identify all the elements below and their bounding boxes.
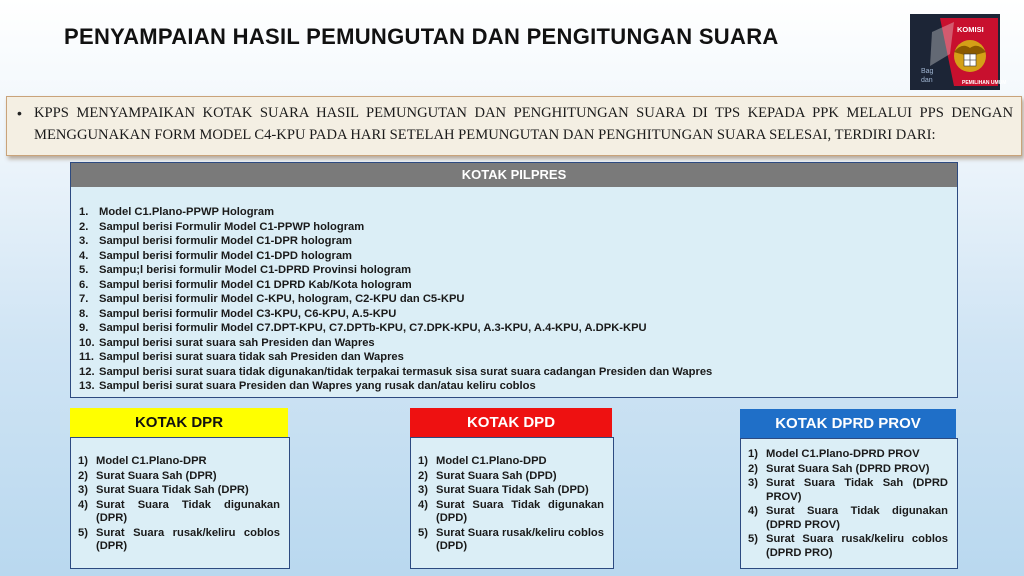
- item-text: Sampul berisi formulir Model C1-DPR hologram: [99, 235, 352, 247]
- item-number: 2): [418, 469, 428, 482]
- item-text: Surat Suara Sah (DPR): [96, 469, 217, 482]
- page-title: PENYAMPAIAN HASIL PEMUNGUTAN DAN PENGITUNGAN SUARA: [64, 24, 779, 49]
- instruction-banner: [6, 96, 1022, 156]
- item-number: 4): [78, 498, 88, 511]
- item-number: 5): [418, 526, 428, 539]
- kotak-pilpres-header: KOTAK PILPRES: [71, 163, 957, 187]
- dprd-prov-list-item: [748, 463, 948, 477]
- dprd-prov-list-item: [748, 477, 948, 504]
- dprd-prov-list-item: [748, 448, 948, 462]
- bullet-icon: •: [17, 105, 22, 121]
- kotak-dpr-header: KOTAK DPR: [70, 408, 288, 437]
- item-text: Sampul berisi surat suara Presiden dan Wapres yang rusak dan/atau keliru coblos: [99, 380, 536, 392]
- kotak-dpr-panel: [70, 437, 290, 569]
- pilpres-list-item: [79, 220, 712, 235]
- item-text: Surat Suara Tidak Sah (DPD): [436, 484, 589, 496]
- item-text: Sampul berisi surat suara sah Presiden dan Wapres: [99, 336, 375, 349]
- item-number: 1): [78, 455, 88, 467]
- item-number: 13.: [79, 380, 95, 392]
- pilpres-list-item: [79, 307, 712, 322]
- item-text: Model C1.Plano-DPRD PROV: [766, 448, 920, 460]
- item-text: Sampul berisi formulir Model C-KPU, hologram, C2-KPU dan C5-KPU: [99, 293, 465, 305]
- item-number: 11.: [79, 351, 94, 363]
- item-text: Surat Suara Tidak digunakan (DPR): [96, 498, 280, 524]
- pilpres-list-item: [79, 249, 712, 264]
- item-number: 10.: [79, 336, 95, 349]
- item-text: Sampul berisi surat suara tidak digunakan/tidak terpakai termasuk sisa surat suara cadangan Presiden dan Wapres: [99, 365, 713, 378]
- item-number: 2.: [79, 220, 89, 233]
- pilpres-list-item: [79, 350, 712, 365]
- kotak-dprd-prov-header: KOTAK DPRD PROV: [740, 409, 956, 438]
- dpd-list-item: [418, 527, 604, 554]
- item-number: 9.: [79, 322, 89, 334]
- dpr-list-item: [78, 499, 280, 526]
- kotak-pilpres-list: [79, 205, 712, 394]
- item-number: 3): [418, 484, 428, 496]
- item-text: Surat Suara rusak/keliru coblos (DPRD PRO): [766, 533, 948, 559]
- item-text: Sampul berisi surat suara tidak sah Presiden dan Wapres: [99, 351, 404, 363]
- dpd-list-item: [418, 484, 604, 498]
- kpu-logo: [910, 14, 1007, 90]
- logo-text-top: KOMISI: [957, 25, 984, 34]
- item-text: Surat Suara Sah (DPD): [436, 469, 557, 482]
- dpr-list-item: [78, 455, 280, 469]
- dpd-list-item: [418, 499, 604, 526]
- kotak-dprd-prov-panel: [740, 438, 958, 569]
- item-text: Surat Suara Sah (DPRD PROV): [766, 462, 930, 475]
- item-number: 4.: [79, 249, 89, 262]
- item-number: 4): [748, 505, 758, 517]
- dpr-list-item: [78, 527, 280, 554]
- pilpres-list-item: [79, 292, 712, 307]
- item-text: Sampul berisi formulir Model C3-KPU, C6-KPU, A.5-KPU: [99, 307, 397, 320]
- item-number: 3): [78, 484, 88, 496]
- pilpres-list-item: [79, 278, 712, 293]
- pilpres-list-item: [79, 263, 712, 278]
- item-text: Sampul berisi formulir Model C1 DPRD Kab/Kota hologram: [99, 278, 412, 291]
- item-number: 8.: [79, 307, 89, 320]
- item-number: 1): [748, 448, 758, 460]
- item-text: Model C1.Plano-DPR: [96, 455, 207, 467]
- pilpres-list-item: [79, 205, 712, 220]
- item-text: Surat Suara rusak/keliru coblos (DPD): [436, 526, 604, 552]
- item-number: 2): [748, 462, 758, 475]
- item-number: 5): [748, 533, 758, 545]
- pilpres-list-item: [79, 379, 712, 394]
- item-text: Surat Suara rusak/keliru coblos (DPR): [96, 526, 280, 552]
- item-text: Sampu;l berisi formulir Model C1-DPRD Provinsi hologram: [99, 264, 412, 276]
- item-number: 1): [418, 455, 428, 467]
- item-number: 5.: [79, 264, 89, 276]
- item-text: Surat Suara Tidak digunakan (DPRD PROV): [766, 505, 948, 531]
- item-text: Sampul berisi formulir Model C7.DPT-KPU, C7.DPTb-KPU, C7.DPK-KPU, A.3-KPU, A.4-KPU, A.DPK-KPU: [99, 322, 647, 334]
- instruction-text: KPPS MENYAMPAIKAN KOTAK SUARA HASIL PEMUNGUTAN DAN PENGHITUNGAN SUARA DI TPS KEPADA PPK MELALUI PPS DENGAN MENGGUNAKAN FORM MODEL C4-KPU PADA HARI SETELAH PEMUNGUTAN DAN PENGHITUNGAN SUARA SELESAI, TERDIRI DARI:: [34, 105, 1013, 143]
- item-text: Surat Suara Tidak Sah (DPR): [96, 484, 249, 496]
- item-text: Sampul berisi Formulir Model C1-PPWP hologram: [99, 220, 365, 233]
- pilpres-list-item: [79, 321, 712, 336]
- kotak-dpd-list: [418, 455, 604, 555]
- garuda-emblem-icon: [910, 14, 1007, 90]
- pilpres-list-item: [79, 234, 712, 249]
- dpr-list-item: [78, 470, 280, 484]
- item-number: 3.: [79, 235, 89, 247]
- kotak-dpd-header: KOTAK DPD: [410, 408, 612, 437]
- logo-text-left-1: Bag: [921, 68, 934, 75]
- item-number: 3): [748, 477, 758, 489]
- item-text: Surat Suara Tidak Sah (DPRD PROV): [766, 477, 948, 503]
- item-number: 12.: [79, 365, 95, 378]
- logo-text-left-2: dan: [921, 77, 933, 84]
- item-number: 4): [418, 498, 428, 511]
- item-text: Model C1.Plano-DPD: [436, 455, 547, 467]
- item-text: Model C1.Plano-PPWP Hologram: [99, 206, 275, 218]
- item-number: 1.: [79, 206, 89, 218]
- dpd-list-item: [418, 455, 604, 469]
- dprd-prov-list-item: [748, 533, 948, 560]
- kotak-dprd-prov-list: [748, 448, 948, 561]
- kotak-dpr-list: [78, 455, 280, 555]
- dpr-list-item: [78, 484, 280, 498]
- dprd-prov-list-item: [748, 505, 948, 532]
- item-number: 5): [78, 526, 88, 539]
- item-number: 7.: [79, 293, 89, 305]
- item-text: Sampul berisi formulir Model C1-DPD hologram: [99, 249, 352, 262]
- kotak-dpd-panel: [410, 437, 614, 569]
- item-text: Surat Suara Tidak digunakan (DPD): [436, 498, 604, 524]
- item-number: 2): [78, 469, 88, 482]
- pilpres-list-item: [79, 365, 712, 380]
- dpd-list-item: [418, 470, 604, 484]
- logo-text-bottom: PEMILIHAN UMUM: [962, 80, 1007, 86]
- pilpres-list-item: [79, 336, 712, 351]
- kotak-pilpres-panel: [70, 162, 958, 398]
- item-number: 6.: [79, 278, 89, 291]
